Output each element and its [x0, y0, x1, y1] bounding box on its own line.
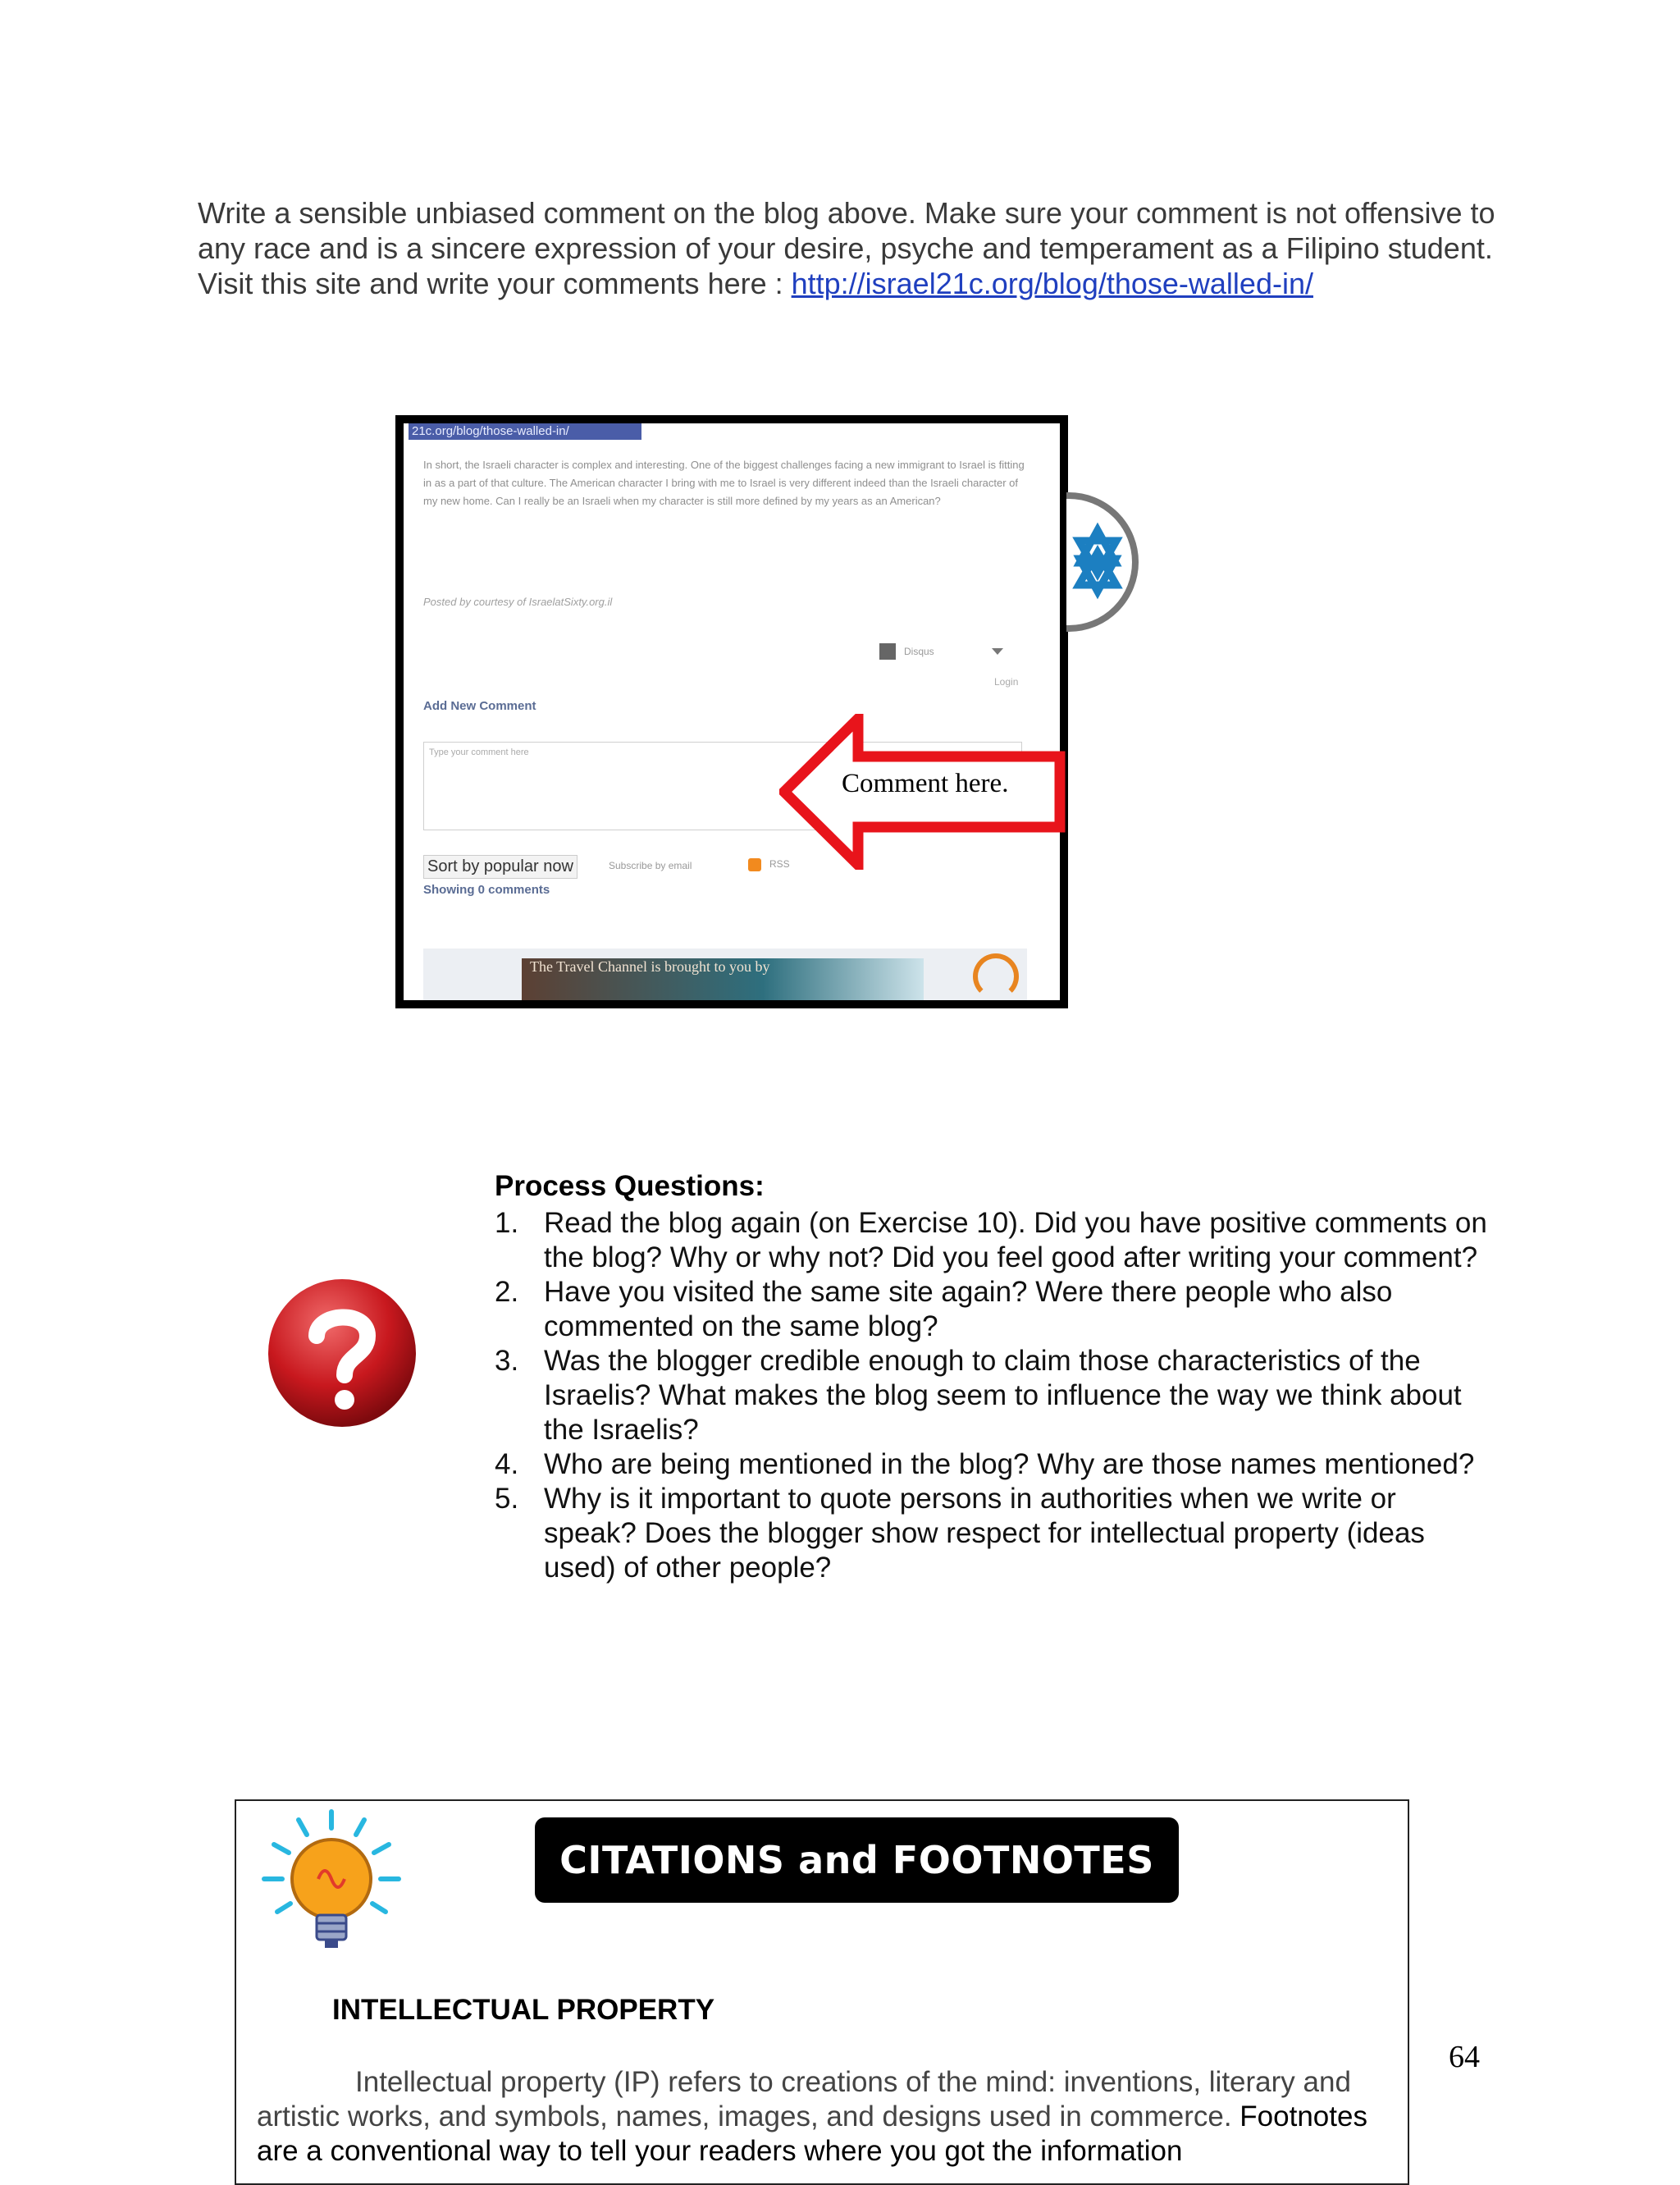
- process-questions-list: [495, 1206, 1495, 1585]
- sort-select[interactable]: Sort by popular now: [423, 855, 578, 879]
- list-text: Read the blog again (on Exercise 10). Did you have positive comments on the blog? Why or why not? Did you feel good after writing your comment?: [544, 1207, 1487, 1273]
- process-questions-title: Process Questions:: [495, 1170, 765, 1202]
- footnote-text: Footnotes are a conventional way to tell your readers where you got the information: [257, 2100, 1367, 2167]
- disqus-dropdown[interactable]: [879, 643, 1003, 660]
- url-bar: 21c.org/blog/those-walled-in/: [409, 423, 641, 440]
- list-number: 4.: [495, 1448, 519, 1480]
- blog-link[interactable]: http://israel21c.org/blog/those-walled-in/: [791, 267, 1313, 300]
- ip-heading: INTELLECTUAL PROPERTY: [332, 1994, 715, 2026]
- disqus-label: Disqus: [904, 646, 934, 657]
- list-number: 1.: [495, 1207, 519, 1239]
- login-link[interactable]: Login: [994, 676, 1019, 688]
- ip-text: Intellectual property (IP) refers to creations of the mind: inventions, literary and artistic works, and symbols, names, images, and designs used in commerce.: [257, 2066, 1351, 2132]
- list-text: Who are being mentioned in the blog? Why are those names mentioned?: [544, 1448, 1475, 1480]
- blog-excerpt: In short, the Israeli character is complex and interesting. One of the biggest challenges facing a new immigrant to Israel is fitting in as a part of that culture. The American character I bring with me to Israel is very different indeed than the Israeli character of my new home. Can I really be an Israeli when my character is still more defined by my years as an American?: [423, 459, 1025, 507]
- list-number: 2.: [495, 1276, 519, 1308]
- rss-label: RSS: [769, 858, 790, 871]
- ip-paragraph: [257, 2065, 1397, 2169]
- list-item: [495, 1206, 1495, 1275]
- blog-screenshot: [395, 415, 1068, 1008]
- rss-icon: [748, 858, 761, 871]
- add-new-comment-heading: Add New Comment: [423, 699, 536, 713]
- subscribe-link[interactable]: Subscribe by email: [609, 860, 692, 871]
- page-number: 64: [1449, 2040, 1480, 2074]
- instruction-paragraph: [198, 195, 1510, 301]
- ad-banner: [423, 949, 1027, 1008]
- comment-textarea[interactable]: Type your comment here: [423, 742, 1022, 830]
- arrow-callout-text: Comment here.: [842, 769, 1009, 798]
- list-item: [495, 1482, 1495, 1585]
- list-item: [495, 1447, 1495, 1482]
- neo-logo-icon: [973, 953, 1019, 999]
- list-text: Have you visited the same site again? Were there people who also commented on the same blog?: [544, 1276, 1393, 1342]
- badge-ring: [1066, 492, 1139, 632]
- star-of-david-icon: [1066, 492, 1148, 638]
- list-text: Why is it important to quote persons in authorities when we write or speak? Does the blogger show respect for intellectual property (ideas used) of other people?: [544, 1483, 1425, 1584]
- ad-text: The Travel Channel is brought to you by: [522, 958, 924, 1008]
- list-text: Was the blogger credible enough to claim those characteristics of the Israelis? What makes the blog seem to influence the way we think about the Israelis?: [544, 1345, 1462, 1446]
- posted-by: Posted by courtesy of IsraelatSixty.org.il: [423, 596, 613, 608]
- comment-count: Showing 0 comments: [423, 883, 550, 897]
- instruction-text: Write a sensible unbiased comment on the blog above. Make sure your comment is not offensive to any race and is a sincere expression of your desire, psyche and temperament as a Filipino student. Visit this site and write your comments here :: [198, 196, 1495, 300]
- list-item: [495, 1275, 1495, 1344]
- list-number: 5.: [495, 1483, 519, 1515]
- list-item: [495, 1344, 1495, 1447]
- list-number: 3.: [495, 1345, 519, 1377]
- question-mark-icon: [266, 1277, 418, 1429]
- chevron-down-icon: [992, 648, 1003, 655]
- lightbulb-icon: [249, 1808, 413, 1961]
- disqus-icon: [879, 643, 896, 660]
- citations-banner: CITATIONS and FOOTNOTES: [535, 1817, 1179, 1903]
